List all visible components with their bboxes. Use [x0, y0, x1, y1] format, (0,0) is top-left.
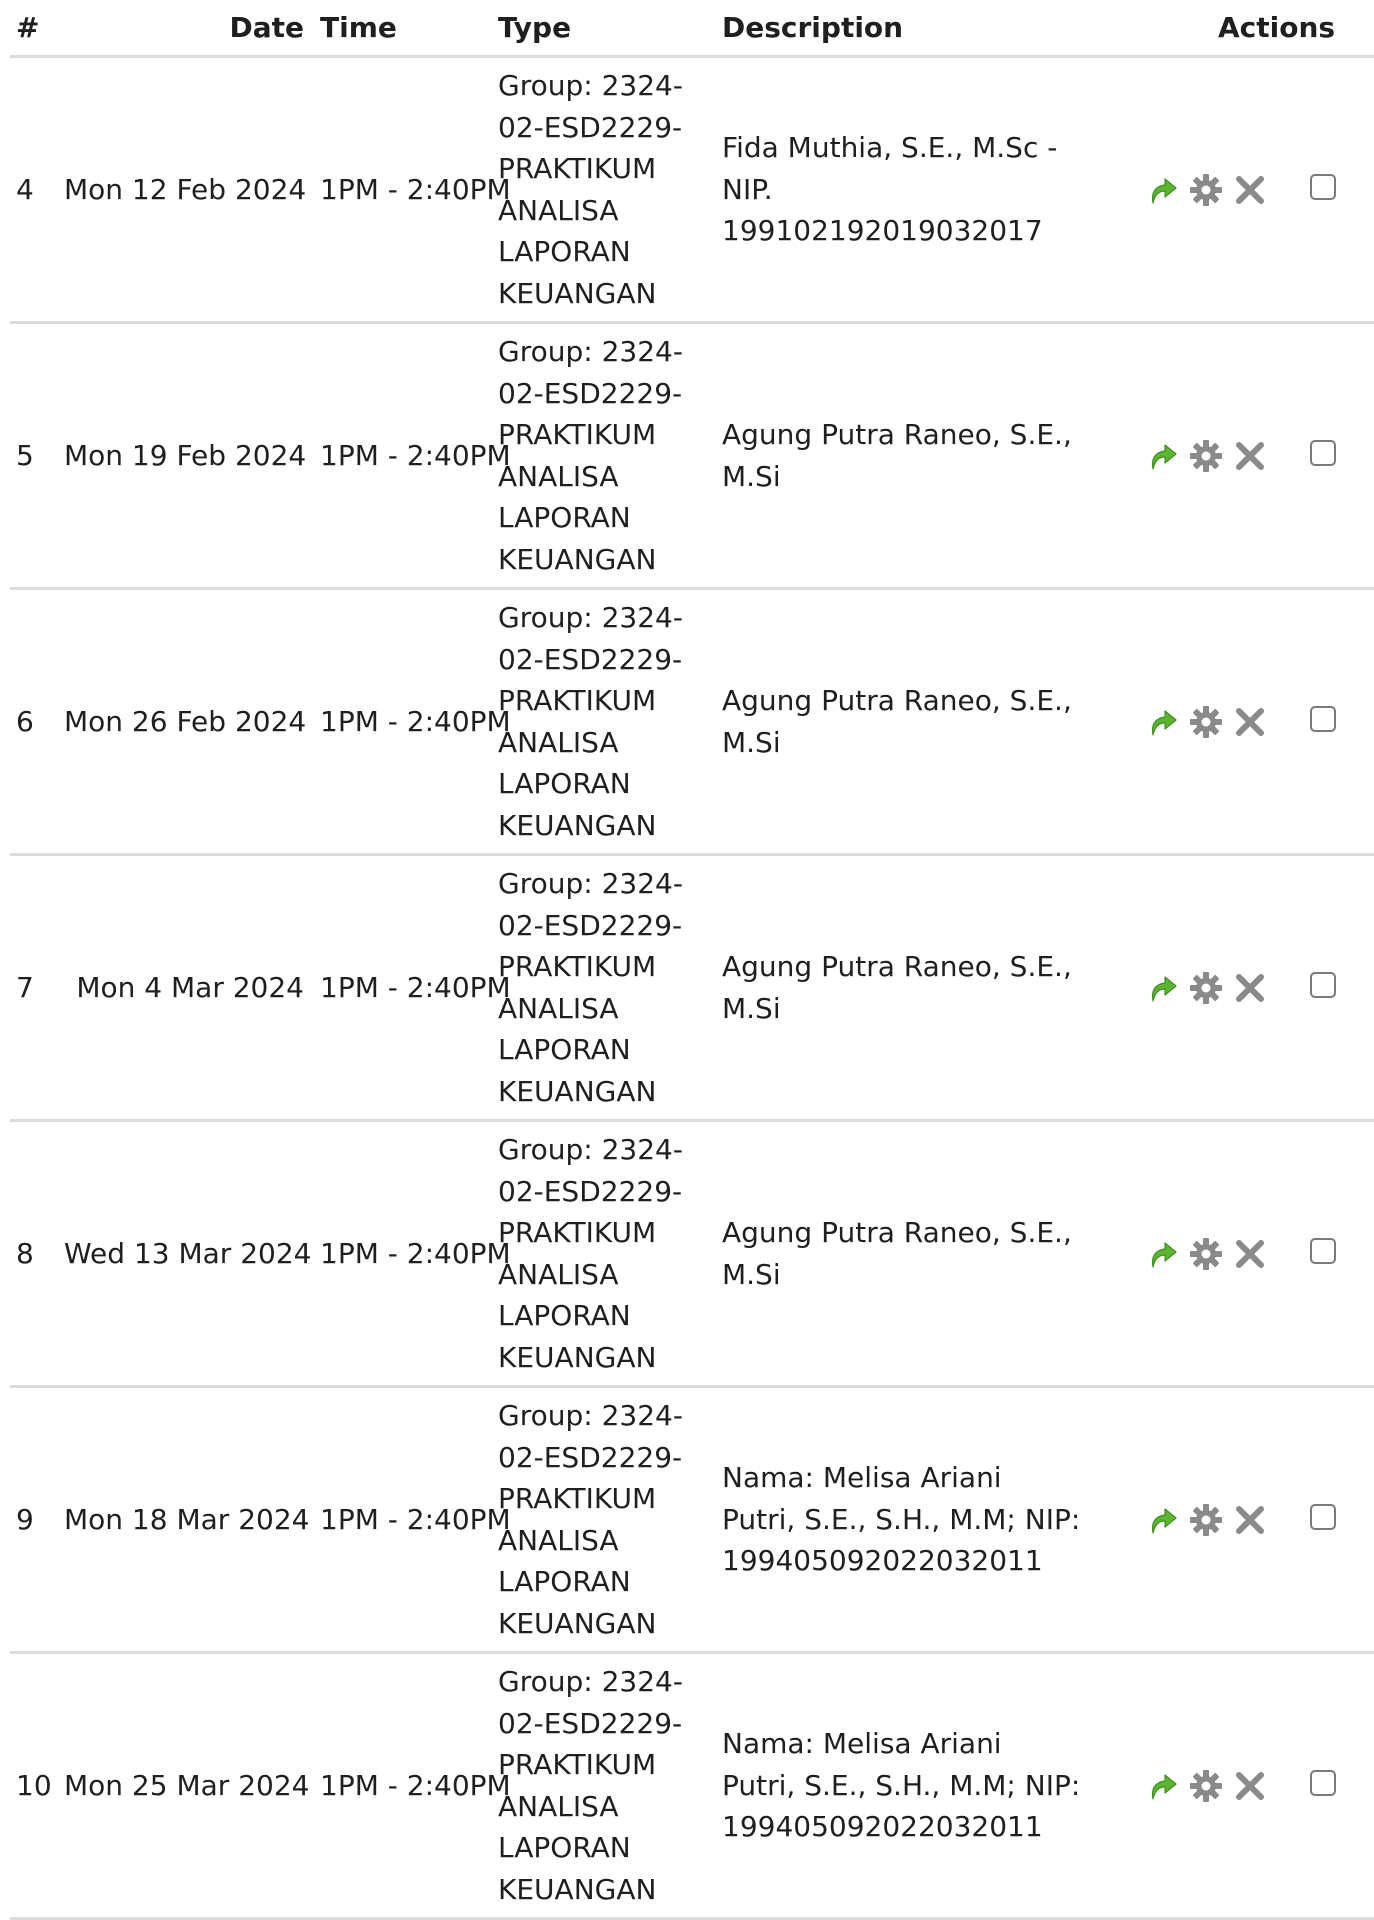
gear-icon[interactable]: [1184, 1232, 1228, 1276]
cell-time: 1PM - 2:40PM: [304, 855, 498, 1121]
share-arrow-icon[interactable]: [1140, 168, 1184, 212]
cell-time: 1PM - 2:40PM: [304, 323, 498, 589]
cell-date: Wed 13 Mar 2024: [64, 1121, 304, 1387]
column-header-time[interactable]: Time: [304, 0, 498, 57]
share-arrow-icon[interactable]: [1140, 700, 1184, 744]
column-header-type[interactable]: Type: [498, 0, 722, 57]
description-text: Agung Putra Raneo, S.E., M.Si: [722, 418, 1072, 493]
row-select-checkbox[interactable]: [1310, 1770, 1336, 1796]
cell-time: 1PM - 2:40PM: [304, 57, 498, 323]
table-row: [10, 1121, 1374, 1387]
gear-icon[interactable]: [1184, 434, 1228, 478]
cell-type: [498, 1653, 722, 1919]
cell-number: 8: [10, 1121, 64, 1387]
cell-time: 1PM - 2:40PM: [304, 589, 498, 855]
row-actions: [1134, 1764, 1374, 1808]
cell-actions: [1134, 1653, 1374, 1919]
description-text: Nama: Melisa Ariani Putri, S.E., S.H., M.M; NIP: 199405092022032011: [722, 1727, 1081, 1844]
type-text: Group: 2324-02-ESD2229-PRAKTIKUM ANALISA LAPORAN KEUANGAN: [498, 69, 683, 310]
type-text: Group: 2324-02-ESD2229-PRAKTIKUM ANALISA LAPORAN KEUANGAN: [498, 1133, 683, 1374]
share-arrow-icon[interactable]: [1140, 1232, 1184, 1276]
row-select-checkbox[interactable]: [1310, 706, 1336, 732]
cell-description: [722, 855, 1134, 1121]
share-arrow-icon[interactable]: [1140, 1764, 1184, 1808]
cell-time: 1PM - 2:40PM: [304, 1653, 498, 1919]
cell-actions: [1134, 57, 1374, 323]
cell-actions: [1134, 1387, 1374, 1653]
cell-description: [722, 57, 1134, 323]
cell-description: [722, 323, 1134, 589]
row-actions: [1134, 168, 1374, 212]
cell-number: 5: [10, 323, 64, 589]
description-text: Fida Muthia, S.E., M.Sc - NIP. 199102192019032017: [722, 131, 1058, 248]
share-arrow-icon[interactable]: [1140, 434, 1184, 478]
type-text: Group: 2324-02-ESD2229-PRAKTIKUM ANALISA LAPORAN KEUANGAN: [498, 601, 683, 842]
cell-type: [498, 855, 722, 1121]
type-text: Group: 2324-02-ESD2229-PRAKTIKUM ANALISA LAPORAN KEUANGAN: [498, 335, 683, 576]
table-row: [10, 1387, 1374, 1653]
cell-date: Mon 19 Feb 2024: [64, 323, 304, 589]
cell-number: 6: [10, 589, 64, 855]
description-text: Agung Putra Raneo, S.E., M.Si: [722, 950, 1072, 1025]
table-header-row: [10, 0, 1374, 57]
cell-description: [722, 589, 1134, 855]
table-row: [10, 323, 1374, 589]
table-row: [10, 57, 1374, 323]
column-header-actions: Actions: [1134, 0, 1374, 57]
sessions-table: [10, 0, 1374, 1920]
type-text: Group: 2324-02-ESD2229-PRAKTIKUM ANALISA LAPORAN KEUANGAN: [498, 1665, 683, 1906]
cell-type: [498, 589, 722, 855]
cell-number: 4: [10, 57, 64, 323]
table-body: [10, 57, 1374, 1919]
close-icon[interactable]: [1228, 168, 1272, 212]
close-icon[interactable]: [1228, 700, 1272, 744]
table-row: [10, 589, 1374, 855]
cell-date: Mon 12 Feb 2024: [64, 57, 304, 323]
close-icon[interactable]: [1228, 1764, 1272, 1808]
cell-type: [498, 57, 722, 323]
row-actions: [1134, 434, 1374, 478]
type-text: Group: 2324-02-ESD2229-PRAKTIKUM ANALISA LAPORAN KEUANGAN: [498, 867, 683, 1108]
table-row: [10, 1653, 1374, 1919]
cell-number: 7: [10, 855, 64, 1121]
gear-icon[interactable]: [1184, 168, 1228, 212]
cell-type: [498, 1121, 722, 1387]
cell-date: Mon 26 Feb 2024: [64, 589, 304, 855]
close-icon[interactable]: [1228, 434, 1272, 478]
row-select-checkbox[interactable]: [1310, 1504, 1336, 1530]
cell-actions: [1134, 855, 1374, 1121]
column-header-date[interactable]: Date: [64, 0, 304, 57]
row-actions: [1134, 1232, 1374, 1276]
cell-date: Mon 18 Mar 2024: [64, 1387, 304, 1653]
description-text: Agung Putra Raneo, S.E., M.Si: [722, 684, 1072, 759]
row-actions: [1134, 966, 1374, 1010]
cell-actions: [1134, 1121, 1374, 1387]
row-select-checkbox[interactable]: [1310, 972, 1336, 998]
close-icon[interactable]: [1228, 1498, 1272, 1542]
gear-icon[interactable]: [1184, 1764, 1228, 1808]
row-actions: [1134, 1498, 1374, 1542]
close-icon[interactable]: [1228, 966, 1272, 1010]
cell-actions: [1134, 589, 1374, 855]
cell-time: 1PM - 2:40PM: [304, 1121, 498, 1387]
description-text: Agung Putra Raneo, S.E., M.Si: [722, 1216, 1072, 1291]
cell-description: [722, 1121, 1134, 1387]
cell-description: [722, 1653, 1134, 1919]
gear-icon[interactable]: [1184, 966, 1228, 1010]
gear-icon[interactable]: [1184, 1498, 1228, 1542]
share-arrow-icon[interactable]: [1140, 966, 1184, 1010]
table-row: [10, 855, 1374, 1121]
row-select-checkbox[interactable]: [1310, 1238, 1336, 1264]
gear-icon[interactable]: [1184, 700, 1228, 744]
row-select-checkbox[interactable]: [1310, 174, 1336, 200]
share-arrow-icon[interactable]: [1140, 1498, 1184, 1542]
cell-type: [498, 1387, 722, 1653]
type-text: Group: 2324-02-ESD2229-PRAKTIKUM ANALISA LAPORAN KEUANGAN: [498, 1399, 683, 1640]
close-icon[interactable]: [1228, 1232, 1272, 1276]
cell-number: 10: [10, 1653, 64, 1919]
description-text: Nama: Melisa Ariani Putri, S.E., S.H., M.M; NIP: 199405092022032011: [722, 1461, 1081, 1578]
cell-time: 1PM - 2:40PM: [304, 1387, 498, 1653]
column-header-number[interactable]: #: [10, 0, 64, 57]
column-header-description[interactable]: Description: [722, 0, 1134, 57]
cell-date: Mon 4 Mar 2024: [64, 855, 304, 1121]
cell-description: [722, 1387, 1134, 1653]
row-select-checkbox[interactable]: [1310, 440, 1336, 466]
cell-type: [498, 323, 722, 589]
cell-date: Mon 25 Mar 2024: [64, 1653, 304, 1919]
cell-actions: [1134, 323, 1374, 589]
cell-number: 9: [10, 1387, 64, 1653]
row-actions: [1134, 700, 1374, 744]
